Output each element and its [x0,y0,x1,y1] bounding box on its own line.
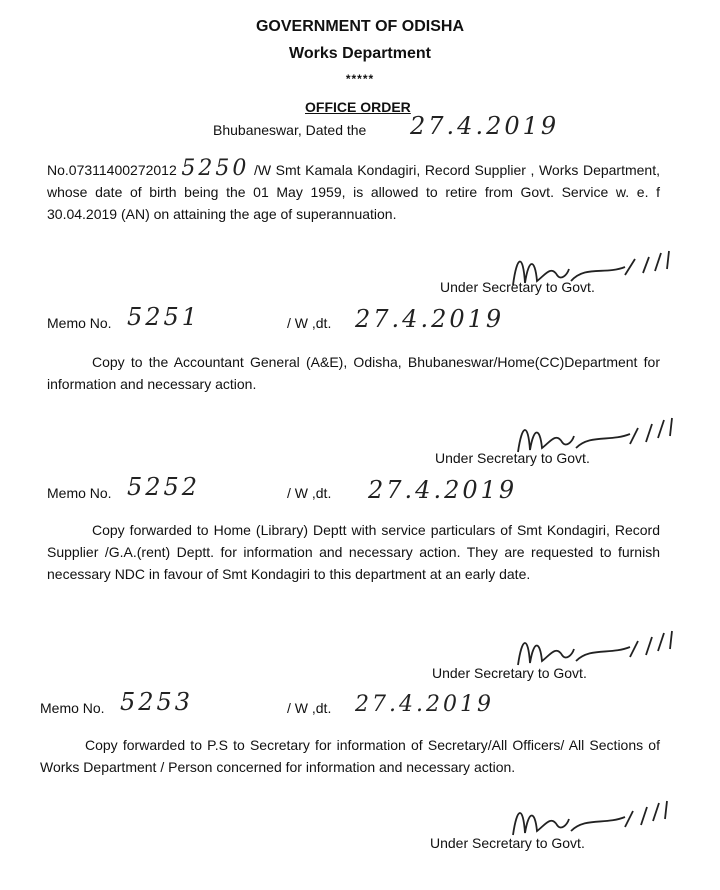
memo-1-number: 5251 [127,303,201,331]
memo-2-number: 5252 [127,473,201,501]
memo-2-wdt-label: / W ,dt. [287,485,332,501]
memo-2-date: 27.4.2019 [368,476,518,504]
signature-label-1: Under Secretary to Govt. [440,279,595,295]
department-heading: Works Department [289,45,431,62]
memo-1-label: Memo No. [47,315,112,331]
memo-3-number: 5253 [120,688,194,716]
office-order-title: OFFICE ORDER [305,99,411,115]
order-date-handwritten: 27.4.2019 [410,112,560,140]
memo-3-date: 27.4.2019 [355,692,494,717]
place-date-label: Bhubaneswar, Dated the [213,122,367,138]
memo-1-wdt-label: / W ,dt. [287,315,332,331]
signature-label-4: Under Secretary to Govt. [430,835,585,851]
order-paragraph [47,156,661,225]
signature-label-3: Under Secretary to Govt. [432,665,587,681]
order-number-suffix: /W [253,162,272,178]
order-text: Smt Kamala Kondagiri, Record Supplier , Works Department, whose date of birth being the 01 May 1959, is allowed to retire from Govt. Service w. e. f 30.04.2019 (AN) on attaining the age of superannuation. [47,162,661,222]
government-heading: GOVERNMENT OF ODISHA [255,18,464,35]
memo-3-label: Memo No. [40,700,105,716]
order-number-prefix: No.07311400272012 [47,162,177,178]
memo-2-text: Copy forwarded to Home (Library) Deptt with service particulars of Smt Kondagiri, Record Supplier /G.A.(rent) Deptt. for information and necessary action. They are requested to furnish necessary NDC in favour of Smt Kondagiri to this department at an early date. [47,522,660,582]
memo-3-wdt-label: / W ,dt. [287,700,332,716]
memo-2-label: Memo No. [47,485,112,501]
order-number-handwritten: 5250 [181,156,250,181]
memo-1-date: 27.4.2019 [355,305,505,333]
stars-divider: ***** [345,72,375,86]
memo-3-text: Copy forwarded to P.S to Secretary for information of Secretary/All Officers/ All Sections of Works Department / Person concerned for information and necessary action. [40,737,660,775]
memo-1-text: Copy to the Accountant General (A&E), Odisha, Bhubaneswar/Home(CC)Department for information and necessary action. [47,354,660,392]
signature-label-2: Under Secretary to Govt. [435,450,590,466]
